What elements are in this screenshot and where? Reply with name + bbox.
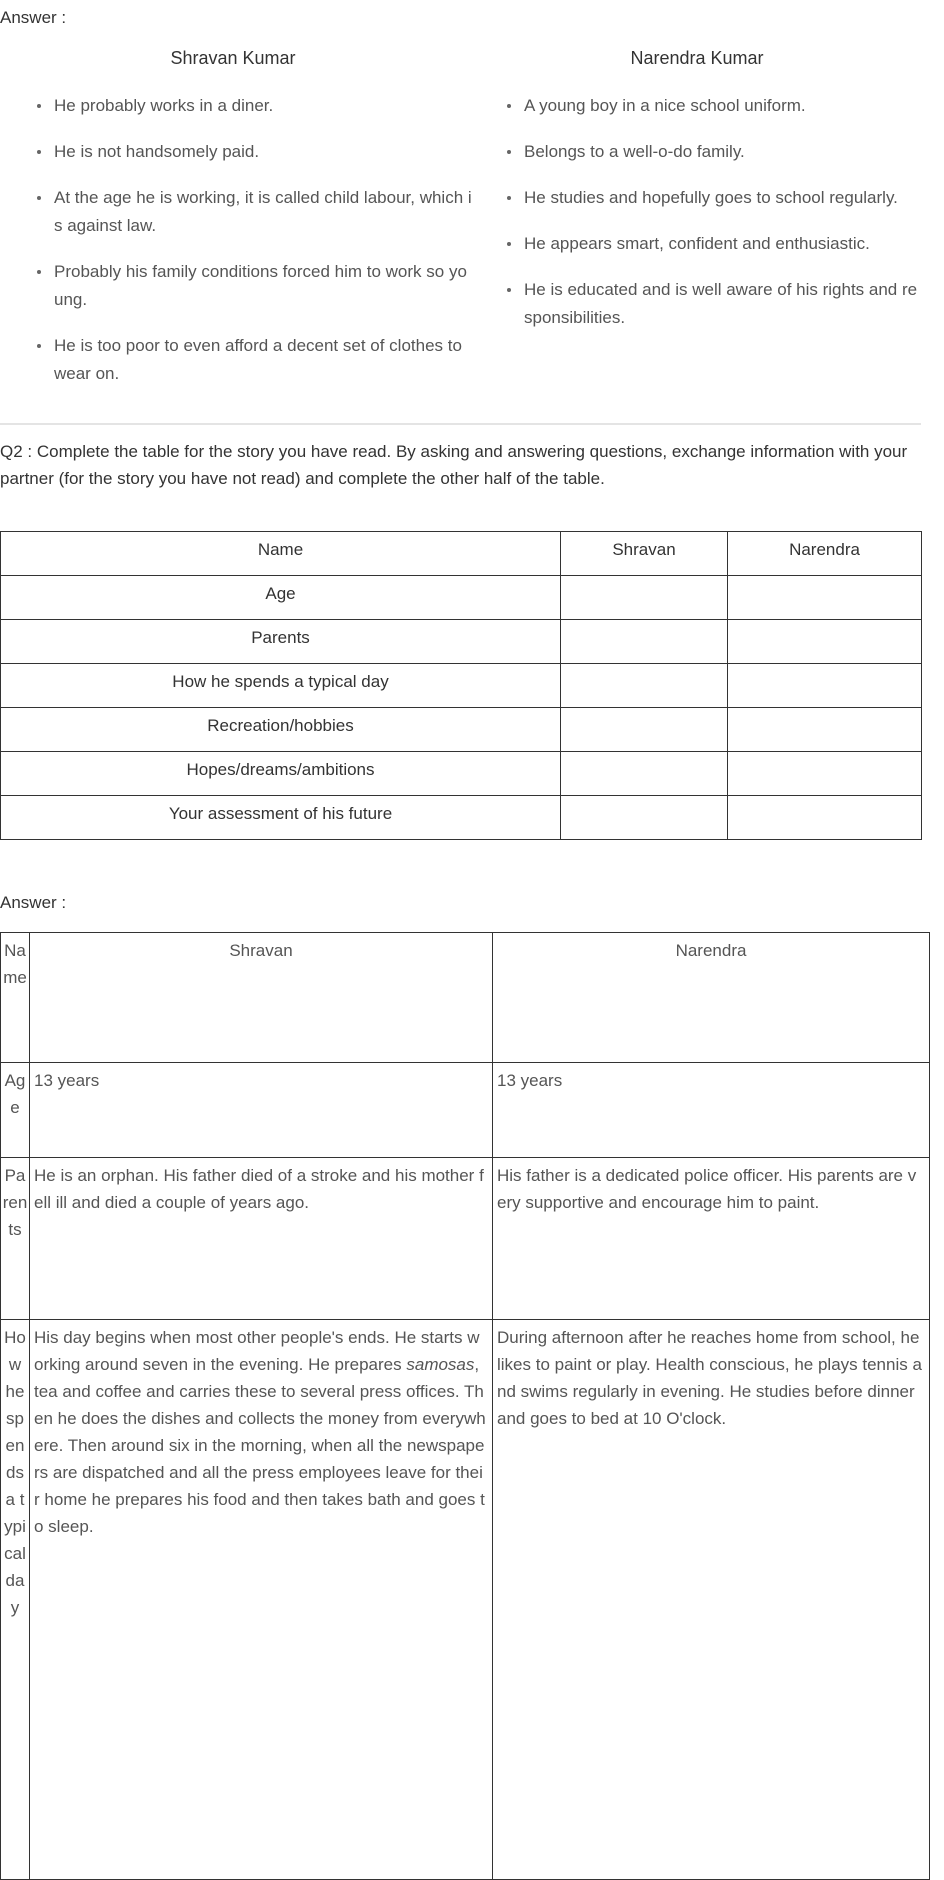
section-divider xyxy=(0,423,921,425)
table-row xyxy=(1,796,922,840)
list-item: Belongs to a well-o-do family. xyxy=(507,138,921,166)
list-item: At the age he is working, it is called child labour, which is against law. xyxy=(37,184,473,240)
table-row xyxy=(1,1320,930,1880)
text: , tea and coffee and carries these to several press offices. Then he does the dishes and collects the money from everywhere. Then around six in the morning, when all the newspapers are dispatched and all the press employees leave for their home he prepares his food and then takes bath and goes to sleep. xyxy=(34,1355,486,1536)
row-label: Recreation/hobbies xyxy=(1,708,561,752)
row-label: How he spends a typical day xyxy=(1,664,561,708)
shravan-cell: He is an orphan. His father died of a stroke and his mother fell ill and died a couple of years ago. xyxy=(30,1158,493,1320)
table-row xyxy=(1,752,922,796)
empty-cell xyxy=(728,708,922,752)
question-2: Q2 : Complete the table for the story you have read. By asking and answering questions, exchange information with your partner (for the story you have not read) and complete the other half of the table. xyxy=(0,442,908,488)
empty-cell xyxy=(728,752,922,796)
header-shravan: Shravan xyxy=(561,532,728,576)
empty-cell xyxy=(561,708,728,752)
row-label: Parents xyxy=(1,620,561,664)
header-narendra: Narendra xyxy=(493,933,930,1063)
shravan-heading: Shravan Kumar xyxy=(170,48,296,68)
narendra-cell: During afternoon after he reaches home from school, he likes to paint or play. Health conscious, he plays tennis and swims regularly in evening. He studies before dinner and goes to bed at 10 O'clock. xyxy=(493,1320,930,1880)
empty-cell xyxy=(728,576,922,620)
answer-label: Answer : xyxy=(0,8,67,27)
empty-cell xyxy=(728,620,922,664)
answer-table xyxy=(0,932,930,1880)
question-table xyxy=(0,531,922,840)
table-row xyxy=(1,664,922,708)
narendra-cell: 13 years xyxy=(493,1063,930,1158)
emphasis-text: samosas xyxy=(406,1355,475,1374)
empty-cell xyxy=(728,796,922,840)
empty-cell xyxy=(561,752,728,796)
row-label: Hopes/dreams/ambitions xyxy=(1,752,561,796)
table-row xyxy=(1,576,922,620)
list-item: He is too poor to even afford a decent set of clothes to wear on. xyxy=(37,332,473,388)
list-item: He studies and hopefully goes to school regularly. xyxy=(507,184,921,212)
row-label: Parents xyxy=(1,1158,30,1320)
narendra-traits-list xyxy=(507,92,921,350)
list-item: A young boy in a nice school uniform. xyxy=(507,92,921,120)
empty-cell xyxy=(561,576,728,620)
table-row xyxy=(1,1063,930,1158)
row-label: Age xyxy=(1,576,561,620)
list-item: He is not handsomely paid. xyxy=(37,138,473,166)
narendra-heading: Narendra Kumar xyxy=(630,48,764,68)
row-label: Age xyxy=(1,1063,30,1158)
narendra-cell: His father is a dedicated police officer. His parents are very supportive and encourage him to paint. xyxy=(493,1158,930,1320)
header-narendra: Narendra xyxy=(728,532,922,576)
row-label: How he spends a typical day xyxy=(1,1320,30,1880)
shravan-cell: 13 years xyxy=(30,1063,493,1158)
empty-cell xyxy=(561,796,728,840)
header-shravan: Shravan xyxy=(30,933,493,1063)
list-item: Probably his family conditions forced him to work so young. xyxy=(37,258,473,314)
table-row xyxy=(1,1158,930,1320)
table-row xyxy=(1,708,922,752)
list-item: He is educated and is well aware of his rights and responsibilities. xyxy=(507,276,921,332)
table-header-row xyxy=(1,933,930,1063)
table-header-row xyxy=(1,532,922,576)
list-item: He appears smart, confident and enthusiastic. xyxy=(507,230,921,258)
row-label: Your assessment of his future xyxy=(1,796,561,840)
list-item: He probably works in a diner. xyxy=(37,92,473,120)
shravan-cell xyxy=(30,1320,493,1880)
header-name: Name xyxy=(1,933,30,1063)
answer-label: Answer : xyxy=(0,893,67,912)
header-name: Name xyxy=(1,532,561,576)
text: His day begins when most other people's ends. He starts working around seven in the evening. He prepares xyxy=(34,1328,480,1374)
table-row xyxy=(1,620,922,664)
empty-cell xyxy=(728,664,922,708)
empty-cell xyxy=(561,664,728,708)
empty-cell xyxy=(561,620,728,664)
shravan-traits-list xyxy=(37,92,473,406)
